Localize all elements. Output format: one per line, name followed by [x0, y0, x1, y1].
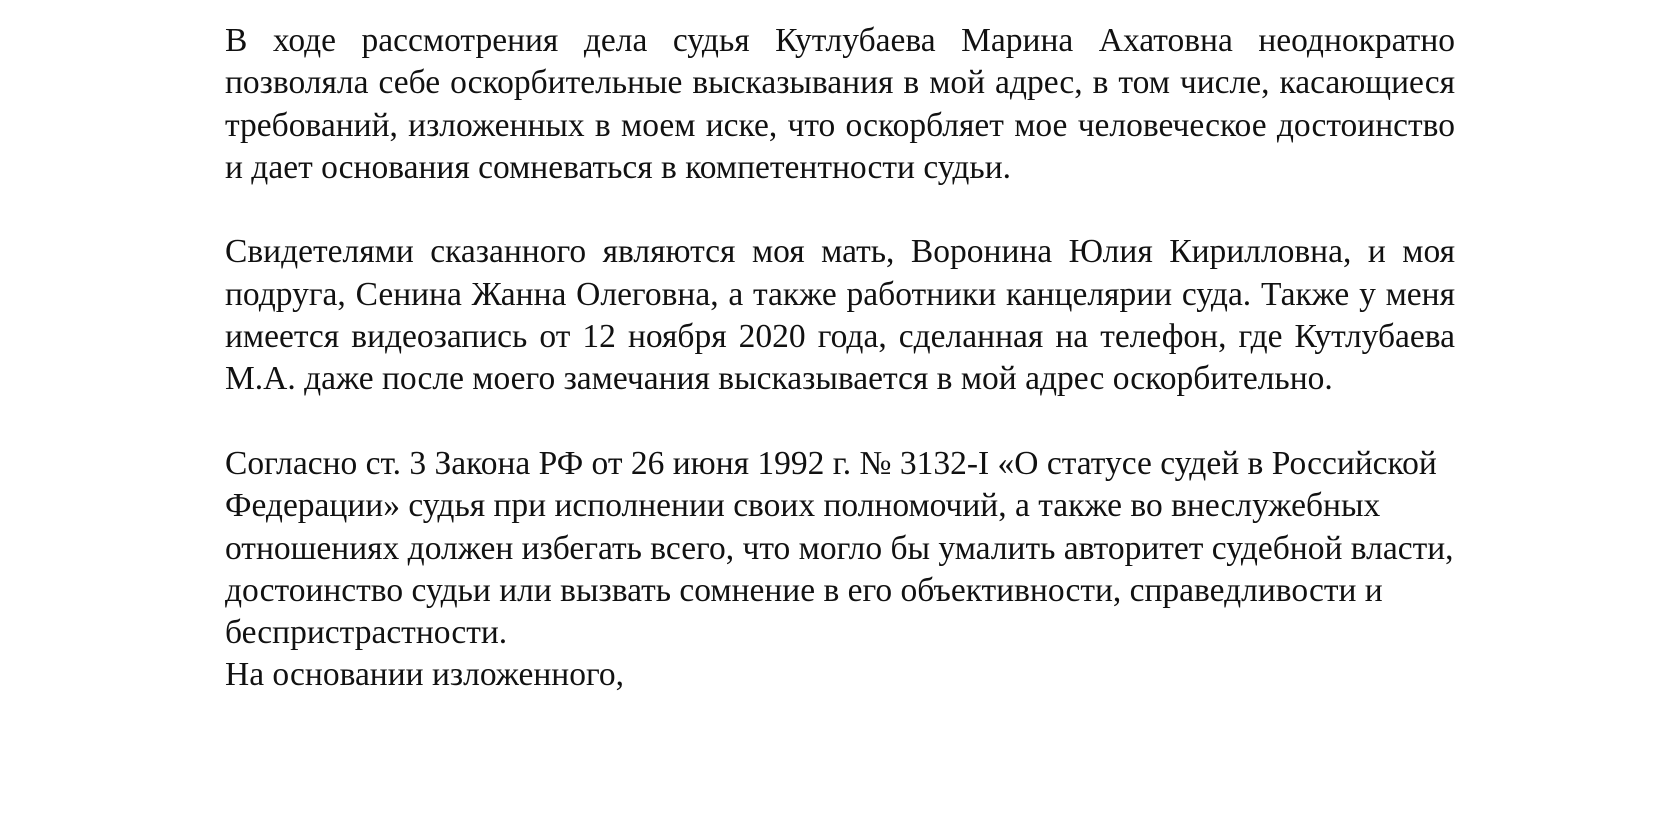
paragraph-conclusion-lead: На основании изложенного, [225, 656, 624, 694]
paragraph-judge-insults: В ходе рассмотрения дела судья Кутлубаева Марина Ахатовна неоднократно позволяла себе оскорбительные высказывания в мой адрес, в том числе, касающиеся требований, изложенных в моем иске, что оскорбляет мое человеческое достоинство и дает основания сомневаться в компетентности судьи. [225, 22, 1455, 186]
paragraph-witnesses: Свидетелями сказанного являются моя мать, Воронина Юлия Кирилловна, и моя подруга, Сенина Жанна Олеговна, а также работники канцелярии суда. Также у меня имеется видеозапись от 12 ноября 2020 года, сделанная на телефон, где Кутлубаева М.А. даже после моего замечания высказывается в мой адрес оскорбительно. [225, 233, 1455, 398]
paragraph-law-reference: Согласно ст. 3 Закона РФ от 26 июня 1992 г. № 3132-I «О статусе судей в Российской Федерации» судья при исполнении своих полномочий, а также во внеслужебных отношениях должен избегать всего, что могло бы умалить авторитет судебной власти, достоинство судьи или вызвать сомнение в его объективности, справедливости и беспристрастности. [225, 444, 1454, 652]
document-page [225, 20, 1455, 697]
